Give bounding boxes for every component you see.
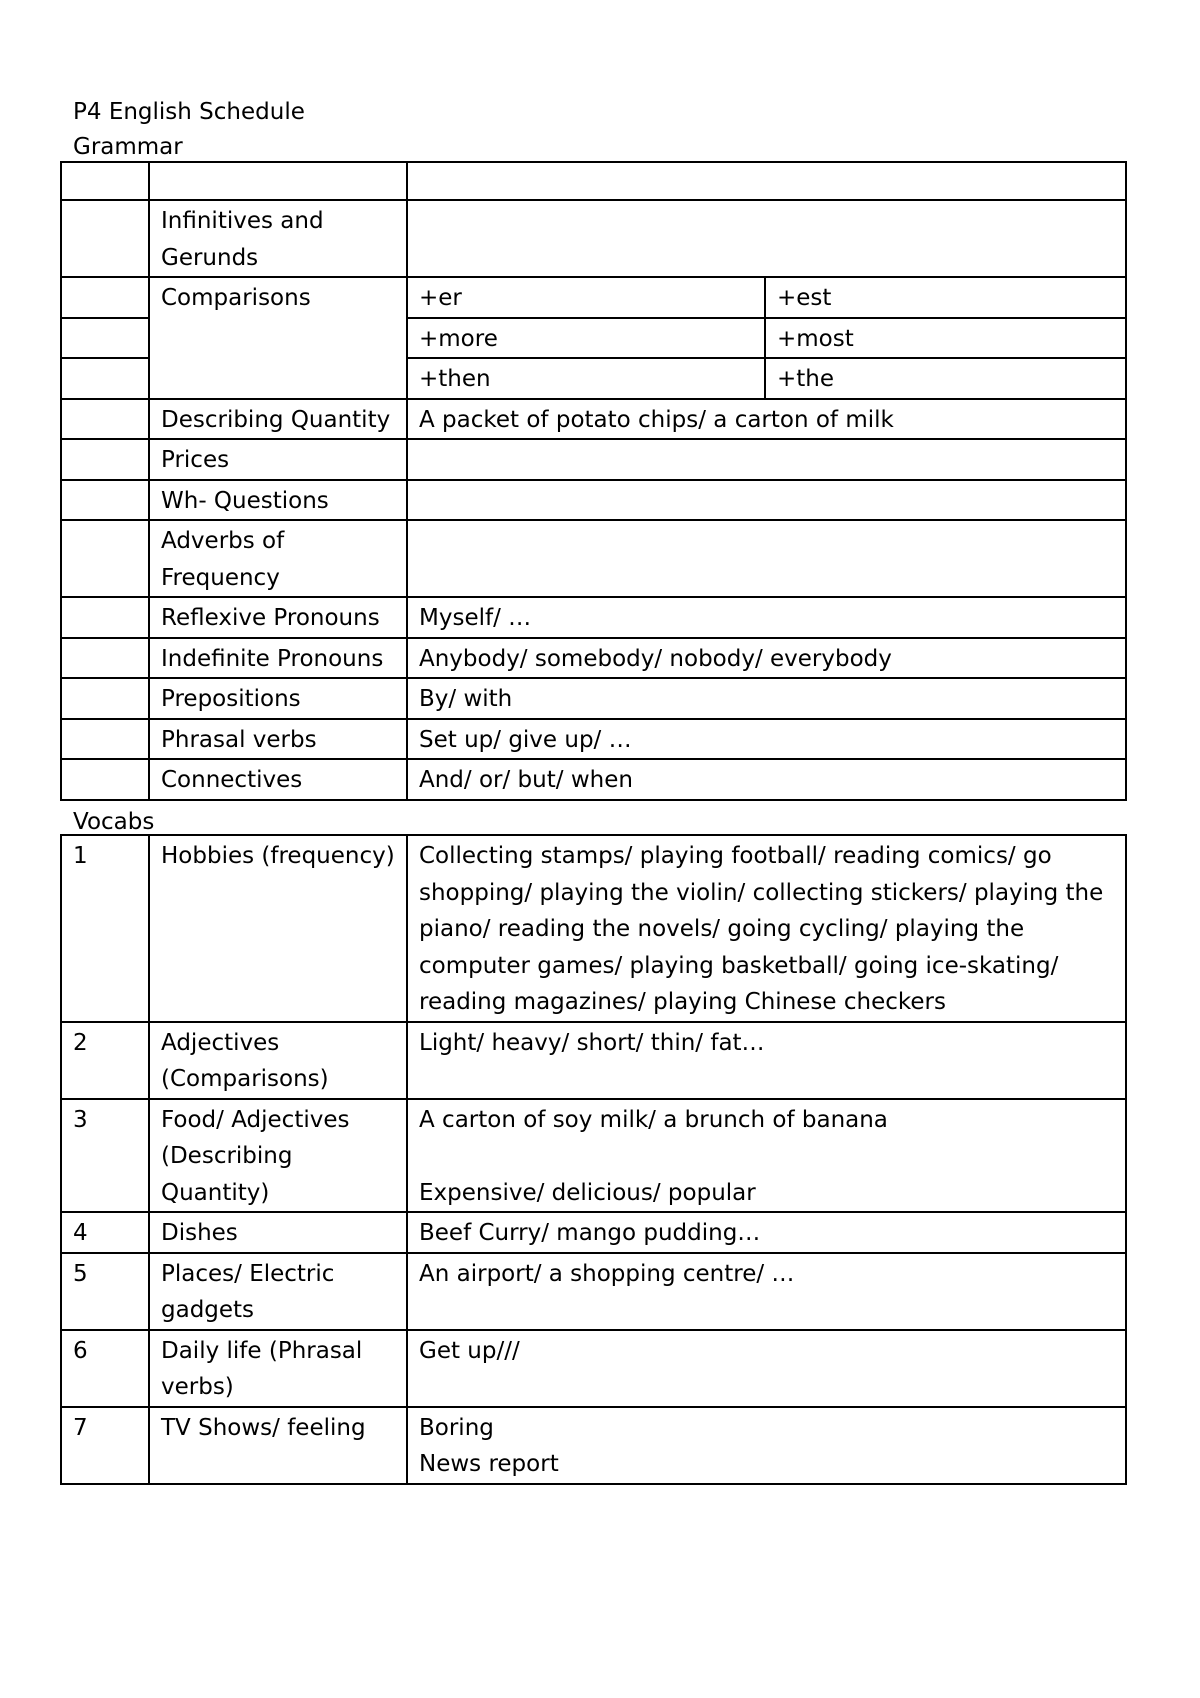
row-number-cell: [61, 277, 149, 318]
table-row: [61, 719, 1126, 760]
comparison-form-cell: +more: [407, 318, 765, 359]
topic-cell: Reflexive Pronouns: [149, 597, 407, 638]
table-row: [61, 597, 1126, 638]
comparison-form-cell: +then: [407, 358, 765, 399]
vocabs-table: [60, 834, 1127, 1485]
detail-cell: [407, 1099, 1126, 1213]
row-number-cell: [61, 678, 149, 719]
row-number-cell: [61, 162, 149, 200]
comparison-form-cell: +est: [765, 277, 1126, 318]
row-number-cell: 6: [61, 1330, 149, 1407]
table-row: [61, 1212, 1126, 1253]
detail-line: Boring: [419, 1414, 494, 1441]
table-row: [61, 1022, 1126, 1099]
topic-cell: TV Shows/ feeling: [149, 1407, 407, 1484]
detail-cell: [407, 162, 1126, 200]
detail-cell: [407, 439, 1126, 480]
topic-cell: Connectives: [149, 759, 407, 800]
line-spacer: [419, 1138, 1114, 1175]
row-number-cell: [61, 439, 149, 480]
table-row: [61, 200, 1126, 277]
topic-cell: Food/ Adjectives (Describing Quantity): [149, 1099, 407, 1213]
detail-cell: By/ with: [407, 678, 1126, 719]
grammar-table: [60, 161, 1127, 801]
detail-cell: A packet of potato chips/ a carton of milk: [407, 399, 1126, 440]
row-number-cell: 1: [61, 835, 149, 1022]
comparison-form-cell: +most: [765, 318, 1126, 359]
table-row: [61, 835, 1126, 1022]
detail-cell: [407, 200, 1126, 277]
detail-cell: Light/ heavy/ short/ thin/ fat…: [407, 1022, 1126, 1099]
detail-cell: Set up/ give up/ …: [407, 719, 1126, 760]
topic-cell: Describing Quantity: [149, 399, 407, 440]
table-row: [61, 1330, 1126, 1407]
table-row: [61, 1099, 1126, 1213]
row-number-cell: [61, 719, 149, 760]
detail-cell: Myself/ …: [407, 597, 1126, 638]
table-row: [61, 678, 1126, 719]
detail-cell: Get up///: [407, 1330, 1126, 1407]
detail-line: Expensive/ delicious/ popular: [419, 1179, 756, 1206]
row-number-cell: [61, 200, 149, 277]
row-number-cell: [61, 638, 149, 679]
detail-cell: Beef Curry/ mango pudding…: [407, 1212, 1126, 1253]
detail-cell: [407, 1407, 1126, 1484]
table-row: [61, 759, 1126, 800]
detail-cell: And/ or/ but/ when: [407, 759, 1126, 800]
table-row: [61, 399, 1126, 440]
detail-cell: Anybody/ somebody/ nobody/ everybody: [407, 638, 1126, 679]
table-row: [61, 162, 1126, 200]
page-title: P4 English Schedule: [73, 99, 305, 125]
topic-cell: Prices: [149, 439, 407, 480]
row-number-cell: [61, 759, 149, 800]
detail-cell: Collecting stamps/ playing football/ reading comics/ go shopping/ playing the violin/ collecting stickers/ playing the piano/ reading the novels/ going cycling/ playing the computer games/ playing basketball/ going ice-skating/ reading magazines/ playing Chinese checkers: [407, 835, 1126, 1022]
topic-cell: Hobbies (frequency): [149, 835, 407, 1022]
detail-line: News report: [419, 1451, 559, 1477]
comparison-form-cell: +er: [407, 277, 765, 318]
topic-cell: Phrasal verbs: [149, 719, 407, 760]
table-row: [61, 520, 1126, 597]
comparison-form-cell: +the: [765, 358, 1126, 399]
topic-cell: [149, 162, 407, 200]
row-number-cell: 3: [61, 1099, 149, 1213]
topic-cell: Adjectives (Comparisons): [149, 1022, 407, 1099]
topic-cell: Dishes: [149, 1212, 407, 1253]
topic-cell: Daily life (Phrasal verbs): [149, 1330, 407, 1407]
row-number-cell: [61, 520, 149, 597]
row-number-cell: [61, 358, 149, 399]
topic-cell: Indefinite Pronouns: [149, 638, 407, 679]
row-number-cell: 5: [61, 1253, 149, 1330]
row-number-cell: [61, 399, 149, 440]
table-row: [61, 1407, 1126, 1484]
table-row: [61, 480, 1126, 521]
topic-cell: Places/ Electric gadgets: [149, 1253, 407, 1330]
row-number-cell: 7: [61, 1407, 149, 1484]
table-row: [61, 277, 1126, 318]
detail-cell: [407, 520, 1126, 597]
detail-cell: An airport/ a shopping centre/ …: [407, 1253, 1126, 1330]
row-number-cell: [61, 597, 149, 638]
topic-cell: Infinitives and Gerunds: [149, 200, 407, 277]
grammar-heading: Grammar: [73, 134, 183, 160]
topic-cell: Prepositions: [149, 678, 407, 719]
topic-cell: Adverbs of Frequency: [149, 520, 407, 597]
topic-cell: Comparisons: [149, 277, 407, 399]
row-number-cell: 2: [61, 1022, 149, 1099]
detail-cell: [407, 480, 1126, 521]
vocabs-heading: Vocabs: [73, 809, 155, 835]
row-number-cell: [61, 318, 149, 359]
table-row: [61, 439, 1126, 480]
detail-line: A carton of soy milk/ a brunch of banana: [419, 1106, 888, 1133]
row-number-cell: [61, 480, 149, 521]
table-row: [61, 1253, 1126, 1330]
table-row: [61, 638, 1126, 679]
topic-cell: Wh- Questions: [149, 480, 407, 521]
row-number-cell: 4: [61, 1212, 149, 1253]
